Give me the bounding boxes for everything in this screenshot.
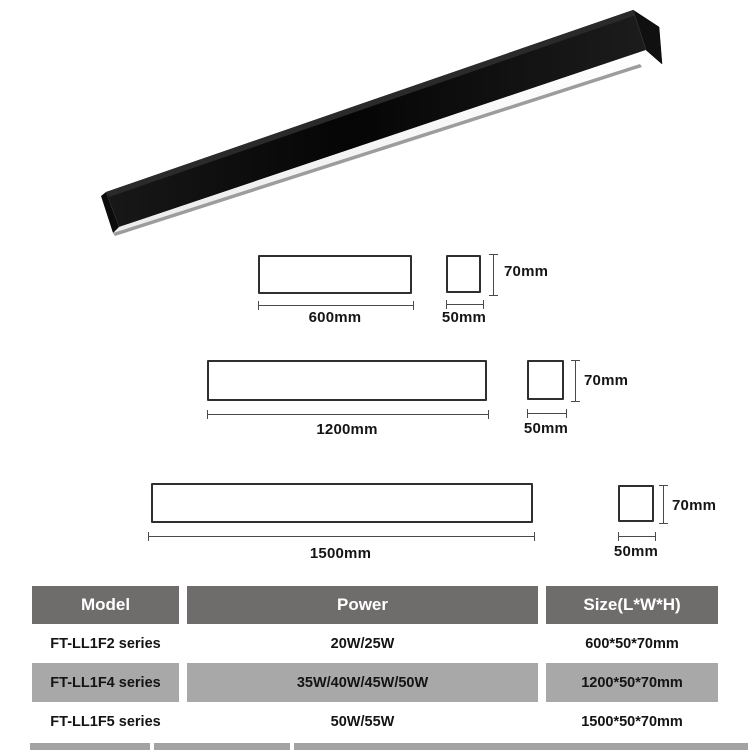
linear-light-render [0, 0, 750, 250]
dim-label-1200mm: 1200mm [316, 421, 378, 438]
outline-1500mm-front [151, 483, 533, 523]
outline-1200mm-end [527, 360, 564, 400]
dim-label-70mm-1: 70mm [504, 263, 549, 280]
next-table-strip [294, 743, 748, 750]
cell-power: 20W/25W [187, 624, 538, 663]
dim-line-50mm-1 [446, 300, 484, 309]
fixture-top-edge [106, 10, 636, 197]
cell-model: FT-LL1F5 series [32, 702, 179, 741]
fixture-bottom-rim [113, 64, 642, 236]
cell-size: 600*50*70mm [546, 624, 718, 663]
outline-600mm-end [446, 255, 481, 293]
table-row [32, 624, 718, 663]
spec-table [32, 586, 718, 741]
outline-1500mm-end [618, 485, 654, 522]
cell-size: 1500*50*70mm [546, 702, 718, 741]
header-size: Size(L*W*H) [546, 586, 718, 624]
table-row [32, 702, 718, 741]
dim-line-50mm-3 [618, 532, 656, 541]
dim-label-50mm-3: 50mm [613, 543, 659, 560]
outline-600mm-front [258, 255, 412, 294]
dim-line-1500mm [148, 532, 535, 541]
fixture-body-face [106, 10, 646, 227]
next-table-strip [30, 743, 150, 750]
dim-label-70mm-2: 70mm [584, 372, 629, 389]
dim-line-70mm-2 [571, 360, 580, 402]
dim-label-70mm-3: 70mm [672, 497, 717, 514]
fixture-diffuser [113, 50, 646, 233]
cell-model: FT-LL1F4 series [32, 663, 179, 702]
dim-label-50mm-2: 50mm [523, 420, 569, 437]
cell-power: 35W/40W/45W/50W [187, 663, 538, 702]
dim-line-50mm-2 [527, 409, 567, 418]
spec-table-header-row [32, 586, 718, 624]
outline-1200mm-front [207, 360, 487, 401]
dim-line-70mm-3 [659, 485, 668, 524]
dim-line-1200mm [207, 410, 489, 419]
dim-label-50mm-1: 50mm [441, 309, 487, 326]
cell-size: 1200*50*70mm [546, 663, 718, 702]
header-power: Power [187, 586, 538, 624]
dim-label-1500mm: 1500mm [309, 545, 372, 562]
next-table-strip [154, 743, 290, 750]
cell-power: 50W/55W [187, 702, 538, 741]
table-row [32, 663, 718, 702]
dim-line-70mm-1 [489, 254, 498, 296]
dim-label-600mm: 600mm [308, 309, 362, 326]
header-model: Model [32, 586, 179, 624]
cell-model: FT-LL1F2 series [32, 624, 179, 663]
